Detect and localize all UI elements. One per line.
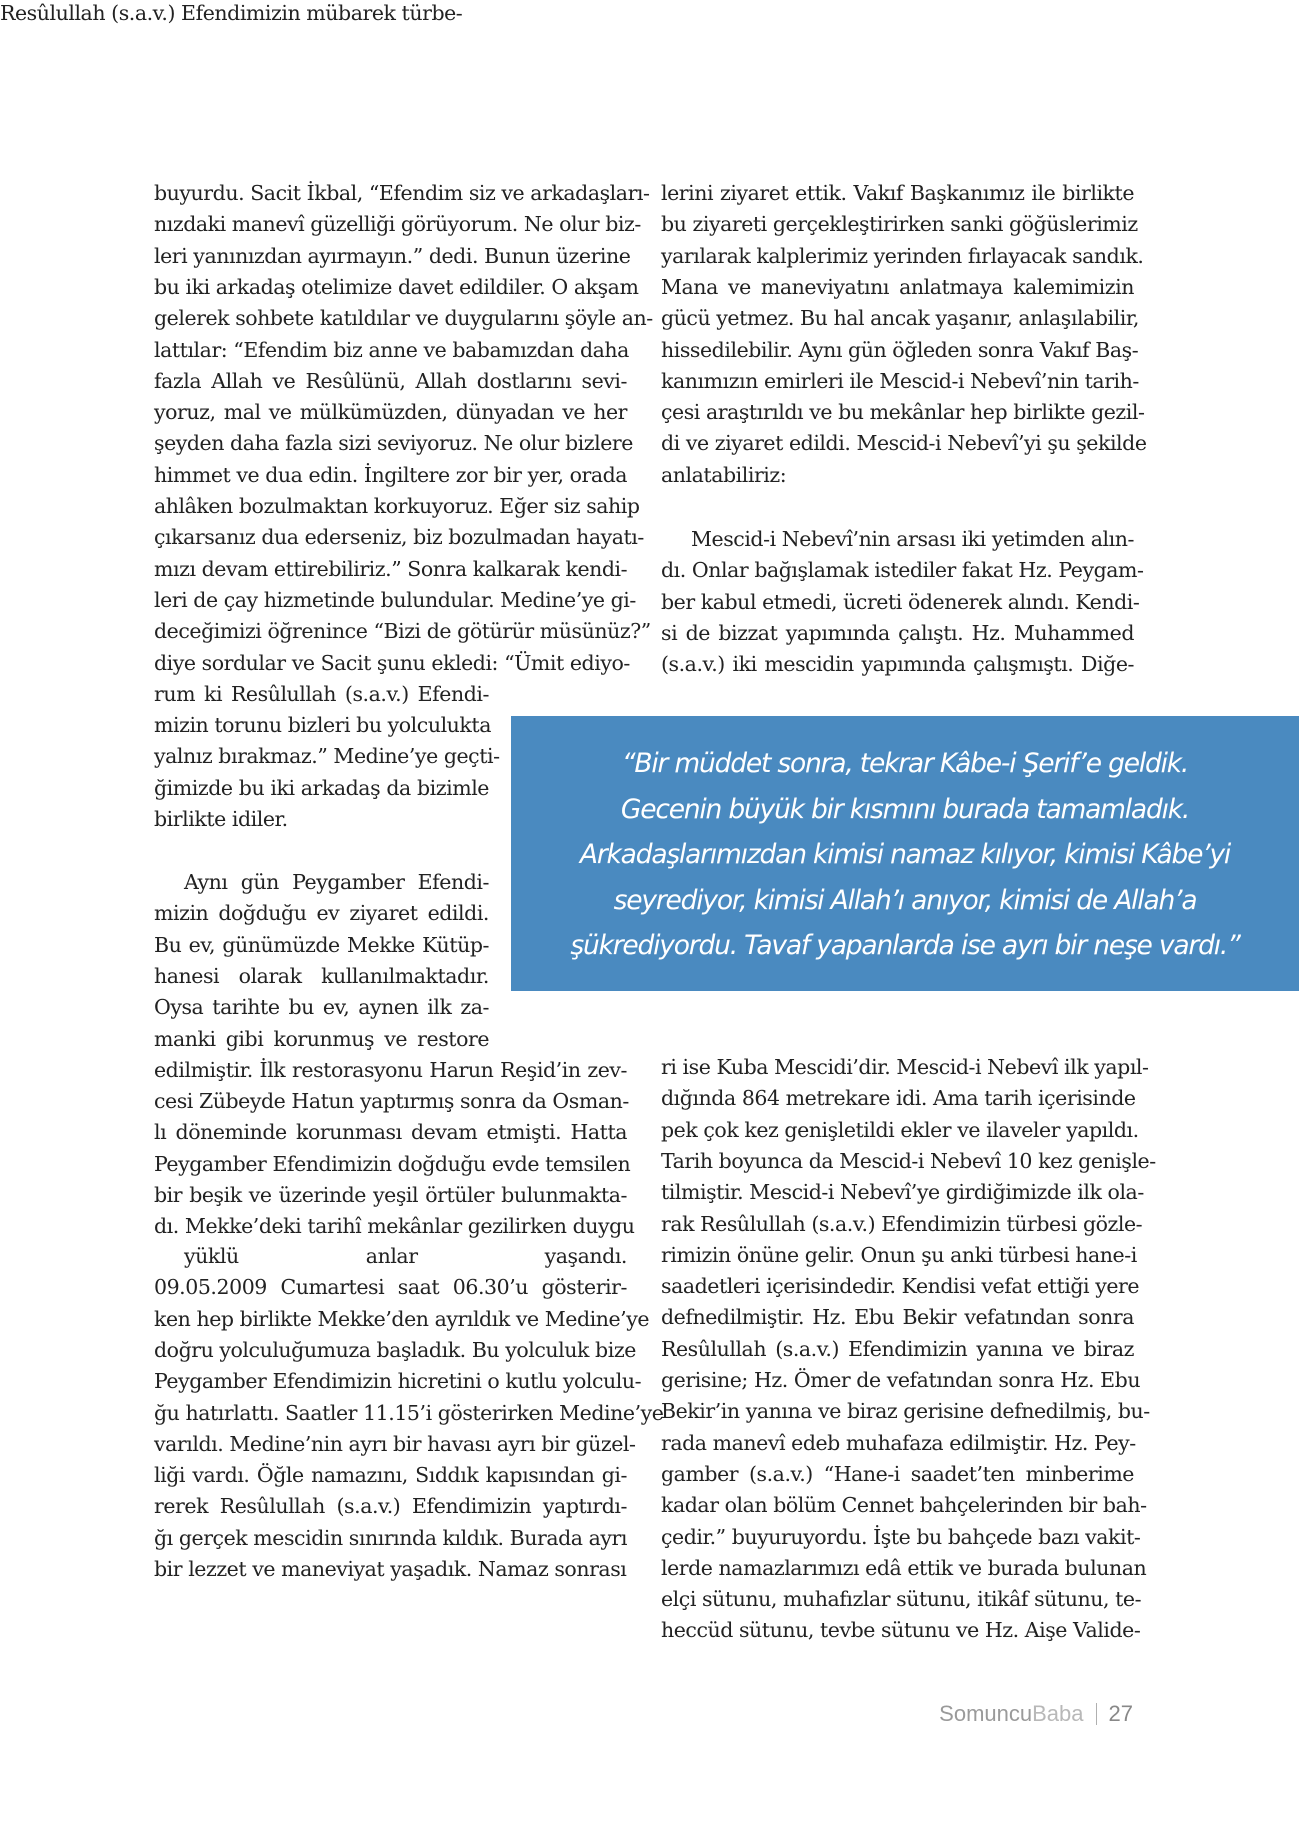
body-text-line: rum ki Resûlullah (s.a.v.) Efendi- <box>154 681 489 706</box>
body-text-line: yoruz, mal ve mülkümüzden, dünyadan ve her <box>154 400 627 425</box>
body-text-line: si de bizzat yapımında çalıştı. Hz. Muhammed <box>661 620 1134 645</box>
body-text-line: fazla Allah ve Resûlünü, Allah dostlarını sevi- <box>154 368 627 393</box>
body-text-line: ahlâken bozulmaktan korkuyoruz. Eğer siz sahip <box>154 494 640 518</box>
body-text-line: elçi sütunu, muhafızlar sütunu, itikâf sütunu, te- <box>661 1587 1142 1612</box>
body-text-line: bir beşik ve üzerinde yeşil örtüler bulunmakta- <box>154 1183 627 1207</box>
body-text-line: ğı gerçek mescidin sınırında kıldık. Burada ayrı <box>154 1525 627 1550</box>
pull-quote-line: Gecenin büyük bir kısmını burada tamamladık. <box>620 793 1190 825</box>
pull-quote-line: “Bir müddet sonra, tekrar Kâbe-i Şerif’e geldik. <box>621 748 1189 779</box>
body-text-line: Peygamber Efendimizin hicretini o kutlu yolculu- <box>154 1369 642 1394</box>
body-text-line: dı. Mekke’deki tarihî mekânlar gezilirken duygu <box>154 1214 635 1239</box>
body-text-line: kadar olan bölüm Cennet bahçelerinden bir bah- <box>661 1493 1147 1518</box>
body-text-line: hissedilebilir. Aynı gün öğleden sonra Vakıf Baş- <box>661 337 1139 362</box>
pull-quote-line: şükrediyordu. Tavaf yapanlarda ise ayrı bir neşe vardı.” <box>570 930 1240 961</box>
body-text-line: Mana ve maneviyatını anlatmaya kalemimizin <box>661 274 1134 299</box>
body-text-line: di ve ziyaret edildi. Mescid-i Nebevî’yi şu şekilde <box>661 431 1147 456</box>
body-text-line: edilmiştir. İlk restorasyonu Harun Reşid’in zev- <box>154 1057 627 1082</box>
body-text-line: çesi araştırıldı ve bu mekânlar hep birlikte gezil- <box>661 400 1145 425</box>
brand-name-part2: Baba <box>1032 1701 1084 1726</box>
body-text-line: gerisine; Hz. Ömer de vefatından sonra Hz. Ebu <box>661 1368 1141 1392</box>
body-text-line: bu ziyareti gerçekleştirirken sanki göğüslerimiz <box>661 212 1138 237</box>
body-text-line: Mescid-i Nebevî’nin arsası iki yetimden alın- <box>691 527 1134 551</box>
body-text-line: nızdaki manevî güzelliği görüyorum. Ne olur biz- <box>154 212 641 237</box>
body-text-line: lı döneminde korunması devam etmişti. Hatta <box>154 1120 627 1145</box>
body-text-line: lattılar: “Efendim biz anne ve babamızdan daha <box>154 337 629 362</box>
body-text-line: rerek Resûlullah (s.a.v.) Efendimizin yaptırdı- <box>154 1494 627 1519</box>
body-text-line: tilmiştir. Mescid-i Nebevî’ye girdiğimizde ilk ola- <box>661 1180 1144 1205</box>
body-text-line: varıldı. Medine’nin ayrı bir havası ayrı bir güzel- <box>154 1431 636 1456</box>
body-text-line: ğimizde bu iki arkadaş da bizimle <box>154 775 489 800</box>
body-text-line: saadetleri içerisindedir. Kendisi vefat ettiği yere <box>661 1274 1140 1299</box>
body-text-line: diye sordular ve Sacit şunu ekledi: “Ümit ediyo- <box>154 650 630 675</box>
body-text-line: gamber (s.a.v.) “Hane-i saadet’ten minberime <box>661 1461 1134 1486</box>
body-text-line: deceğimizi öğrenince “Bizi de götürür müsünüz?” <box>154 619 651 644</box>
body-text-line: Oysa tarihte bu ev, aynen ilk za- <box>154 995 489 1020</box>
body-text-line: Peygamber Efendimizin doğduğu evde temsilen <box>154 1151 631 1176</box>
body-text-line: ken hep birlikte Mekke’den ayrıldık ve Medine’ye <box>154 1306 650 1331</box>
body-text-line: 09.05.2009 Cumartesi saat 06.30’u gösterir- <box>154 1275 627 1300</box>
body-text-line: Bekir’in yanına ve biraz gerisine defnedilmiş, bu- <box>661 1399 1150 1424</box>
body-text-line: çedir.” buyuruyordu. İşte bu bahçede bazı vakit- <box>661 1524 1141 1549</box>
body-text-line: mizin doğduğu ev ziyaret edildi. <box>154 901 489 926</box>
body-text-line: dığında 864 metrekare idi. Ama tarih içerisinde <box>661 1086 1136 1111</box>
body-text-line: anlatabiliriz: <box>661 462 787 487</box>
body-text-line: ri ise Kuba Mescidi’dir. Mescid-i Nebevî ilk yapıl- <box>661 1055 1149 1079</box>
page-number: 27 <box>1108 1701 1133 1726</box>
body-text-line: mızı devam ettirebiliriz.” Sonra kalkarak kendi- <box>154 556 628 581</box>
body-text-line: Resûlullah (s.a.v.) Efendimizin yanına ve biraz <box>661 1336 1134 1361</box>
pull-quote-line: Arkadaşlarımızdan kimisi namaz kılıyor, kimisi Kâbe’yi <box>579 839 1231 870</box>
body-text-line: hanesi olarak kullanılmaktadır. <box>154 963 489 988</box>
body-text-line: şeyden daha fazla sizi seviyoruz. Ne olur bizlere <box>154 431 633 456</box>
body-text-line: gücü yetmez. Bu hal ancak yaşanır, anlaşılabilir, <box>661 306 1139 331</box>
body-text-line: defnedilmiştir. Hz. Ebu Bekir vefatından sonra <box>661 1305 1134 1330</box>
body-text-line: bu iki arkadaş otelimize davet edildiler. O akşam <box>154 274 639 299</box>
body-text-line: ğu hatırlattı. Saatler 11.15’i gösterirken Medine’ye <box>154 1400 664 1425</box>
body-text-line: leri yanınızdan ayırmayın.” dedi. Bunun üzerine <box>154 243 631 268</box>
body-text-line: yarılarak kalplerimiz yerinden fırlayacak sandık. <box>661 243 1144 268</box>
page-footer <box>939 1701 1133 1727</box>
body-text-line: rak Resûlullah (s.a.v.) Efendimizin türbesi gözle- <box>661 1211 1143 1236</box>
footer-divider <box>1096 1703 1097 1725</box>
body-text-line: yalnız bırakmaz.” Medine’ye geçti- <box>154 744 500 769</box>
body-text-line: rimizin önüne gelir. Onun şu anki türbesi hane-i <box>661 1242 1137 1267</box>
body-text-line: Aynı gün Peygamber Efendi- <box>184 870 489 894</box>
body-text-line: manki gibi korunmuş ve restore <box>154 1026 489 1051</box>
body-text-line: Bu ev, günümüzde Mekke Kütüp- <box>154 932 489 957</box>
body-text-line: himmet ve dua edin. İngiltere zor bir yer, orada <box>154 462 628 487</box>
body-text-line: doğru yolculuğumuza başladık. Bu yolculuk bize <box>154 1337 636 1362</box>
body-text-line: lerini ziyaret ettik. Vakıf Başkanımız ile birlikte <box>661 181 1134 205</box>
body-text-line: Tarih boyunca da Mescid-i Nebevî 10 kez genişle- <box>661 1148 1156 1173</box>
body-text-line: leri de çay hizmetinde bulundular. Medine’ye gi- <box>154 587 636 612</box>
body-text-line: yüklü anlar yaşandı. <box>184 1244 627 1268</box>
body-text-line: mizin torunu bizleri bu yolculukta <box>154 713 491 738</box>
body-text-line: pek çok kez genişletildi ekler ve ilaveler yapıldı. <box>661 1117 1139 1142</box>
body-text-line: bir lezzet ve maneviyat yaşadık. Namaz sonrası <box>154 1557 627 1581</box>
body-text-line: Resûlullah (s.a.v.) Efendimizin mübarek türbe- <box>0 1 463 25</box>
body-text-line: birlikte idiler. <box>154 807 288 831</box>
body-text-line: çıkarsanız dua ederseniz, biz bozulmadan hayatı- <box>154 525 644 550</box>
body-text-line: kanımızın emirleri ile Mescid-i Nebevî’nin tarih- <box>661 368 1139 393</box>
body-text-line: cesi Zübeyde Hatun yaptırmış sonra da Osman- <box>154 1089 629 1114</box>
body-text-line: ber kabul etmedi, ücreti ödenerek alındı. Kendi- <box>661 589 1140 614</box>
brand-name-part1: Somuncu <box>939 1701 1033 1726</box>
pull-quote-box <box>511 716 1299 991</box>
body-text-line: gelerek sohbete katıldılar ve duygularını şöyle an- <box>154 306 653 331</box>
body-text-line: buyurdu. Sacit İkbal, “Efendim siz ve arkadaşları- <box>154 181 650 205</box>
pull-quote-line: seyrediyor, kimisi Allah’ı anıyor, kimisi de Allah’a <box>613 884 1197 916</box>
body-text-line: heccüd sütunu, tevbe sütunu ve Hz. Aişe Valide- <box>661 1618 1141 1643</box>
body-text-line: lerde namazlarımızı edâ ettik ve burada bulunan <box>661 1555 1147 1580</box>
body-text-line: dı. Onlar bağışlamak istediler fakat Hz. Peygam- <box>661 558 1144 583</box>
body-text-line: (s.a.v.) iki mescidin yapımında çalışmıştı. Diğe- <box>661 652 1134 677</box>
body-text-line: rada manevî edeb muhafaza edilmiştir. Hz. Pey- <box>661 1430 1136 1455</box>
body-text-line: liği vardı. Öğle namazını, Sıddık kapısından gi- <box>154 1463 627 1488</box>
